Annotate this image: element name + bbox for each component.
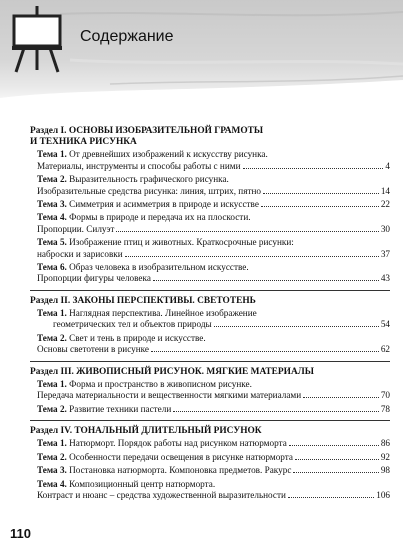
leader-dots [288, 497, 374, 498]
page-ref: 4 [385, 160, 390, 171]
topic-entry: Тема 1. Форма и пространство в живописном рисунке. Передача материальности и вещественности мягкими материалами 70 [37, 378, 390, 401]
section-title: Раздел IV. ТОНАЛЬНЫЙ ДЛИТЕЛЬНЫЙ РИСУНОК [30, 426, 262, 437]
page-ref: 106 [376, 489, 390, 500]
leader-dots [214, 326, 379, 327]
page-title: Содержание [80, 28, 174, 45]
leader-dots [261, 206, 379, 207]
section-title: Раздел I. ОСНОВЫ ИЗОБРАЗИТЕЛЬНОЙ ГРАМОТЫ И ТЕХНИКА РИСУНКА [30, 126, 264, 148]
page-ref: 43 [380, 273, 390, 284]
page-ref: 30 [380, 223, 390, 234]
page-ref: 92 [380, 451, 390, 462]
topic-entry: Тема 2. Особенности передачи освещения в рисунке натюрморта 92 [37, 451, 390, 462]
page-number: 110 [10, 526, 31, 541]
leader-dots [116, 231, 378, 232]
leader-dots [263, 193, 379, 194]
page-ref: 37 [380, 248, 390, 259]
section-2 [30, 296, 390, 356]
topic-entry: Тема 6. Образ человека в изобразительном искусстве. Пропорции фигуры человека 43 [37, 262, 390, 284]
topic-entry: Тема 1. Натюрморт. Порядок работы над рисунком натюрморта 86 [37, 438, 390, 449]
leader-dots [173, 411, 379, 412]
topic-entry: Тема 3. Постановка натюрморта. Компоновка предметов. Ракурс 98 [37, 465, 390, 476]
section-title: Раздел III. ЖИВОПИСНЫЙ РИСУНОК. МЯГКИЕ МАТЕРИАЛЫ [30, 366, 314, 377]
table-of-contents [30, 126, 390, 506]
section-4 [30, 426, 390, 501]
leader-dots [125, 256, 379, 257]
topic-entry: Тема 4. Формы в природе и передача их на плоскости. Пропорции. Силуэт 30 [37, 212, 390, 234]
topic-entry: Тема 3. Симметрия и асимметрия в природе и искусстве 22 [37, 199, 390, 210]
section-title: Раздел II. ЗАКОНЫ ПЕРСПЕКТИВЫ. СВЕТОТЕНЬ [30, 295, 256, 306]
page-ref: 22 [380, 199, 390, 210]
topic-entry: Тема 2. Свет и тень в природе и искусстве. Основы светотени в рисунке 62 [37, 332, 390, 355]
page-ref: 14 [380, 185, 390, 196]
page-ref: 78 [380, 403, 390, 414]
section-1 [30, 126, 390, 285]
page-ref: 70 [380, 390, 390, 401]
page-ref: 62 [380, 344, 390, 355]
topic-entry: Тема 1. От древнейших изображений к искусству рисунка. Материалы, инструменты и способы работы с ними 4 [37, 149, 390, 171]
leader-dots [303, 397, 379, 398]
divider [30, 290, 390, 291]
page-ref: 98 [380, 465, 390, 476]
topic-entry: Тема 2. Развитие техники пастели 78 [37, 403, 390, 414]
divider [30, 420, 390, 421]
leader-dots [295, 459, 379, 460]
topic-entry: Тема 4. Композиционный центр натюрморта. Контраст и нюанс – средства художественной выразительности 106 [37, 478, 390, 500]
topic-entry: Тема 1. Наглядная перспектива. Линейное изображение геометрических тел и объектов природы 54 [37, 308, 390, 330]
easel-icon [8, 4, 66, 74]
leader-dots [289, 445, 379, 446]
section-3 [30, 367, 390, 415]
topic-entry: Тема 2. Выразительность графического рисунка. Изобразительные средства рисунка: линия, штрих, пятно 14 [37, 174, 390, 196]
page-ref: 86 [380, 438, 390, 449]
leader-dots [151, 351, 379, 352]
leader-dots [153, 280, 379, 281]
page-ref: 54 [380, 319, 390, 330]
leader-dots [243, 168, 384, 169]
leader-dots [293, 472, 378, 473]
divider [30, 361, 390, 362]
topic-entry: Тема 5. Изображение птиц и животных. Краткосрочные рисунки: наброски и зарисовки 37 [37, 237, 390, 259]
